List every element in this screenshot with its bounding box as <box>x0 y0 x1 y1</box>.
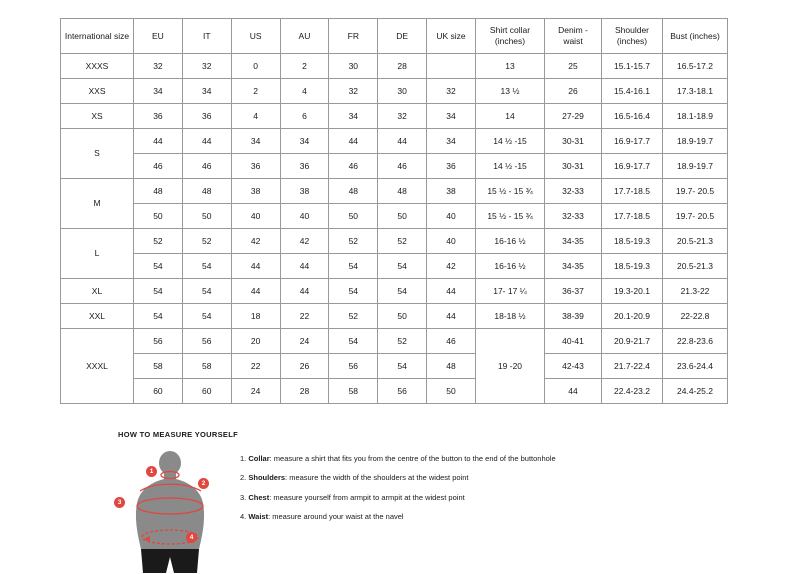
cell-value: 54 <box>134 304 183 329</box>
cell-value: 20.1-20.9 <box>602 304 663 329</box>
cell-value: 0 <box>231 54 280 79</box>
cell-value: 18-18 ½ <box>476 304 545 329</box>
cell-value: 32-33 <box>545 179 602 204</box>
cell-value: 20.5-21.3 <box>663 254 728 279</box>
measure-instruction <box>240 494 556 502</box>
torso-illustration-icon <box>118 449 228 574</box>
cell-value: 2 <box>280 54 329 79</box>
column-header-us: US <box>231 19 280 54</box>
cell-value: 48 <box>378 179 427 204</box>
cell-value: 22 <box>280 304 329 329</box>
cell-value: 52 <box>378 329 427 354</box>
cell-value: 30 <box>378 79 427 104</box>
cell-value: 17.7-18.5 <box>602 204 663 229</box>
size-chart-table <box>60 18 728 404</box>
cell-international-size: XXXS <box>61 54 134 79</box>
cell-international-size: L <box>61 229 134 279</box>
cell-value: 54 <box>182 304 231 329</box>
how-to-measure-section <box>118 430 778 574</box>
column-header-bust: Bust (inches) <box>663 19 728 54</box>
cell-value: 52 <box>134 229 183 254</box>
column-header-au: AU <box>280 19 329 54</box>
cell-value: 2 <box>231 79 280 104</box>
cell-value: 58 <box>182 354 231 379</box>
cell-value: 32 <box>182 54 231 79</box>
cell-value: 32 <box>134 54 183 79</box>
cell-value: 34 <box>182 79 231 104</box>
cell-value: 48 <box>329 179 378 204</box>
cell-value: 44 <box>134 129 183 154</box>
table-body <box>61 54 728 404</box>
cell-value: 48 <box>134 179 183 204</box>
cell-value: 15 ½ - 15 ¾ <box>476 204 545 229</box>
cell-value: 52 <box>329 304 378 329</box>
cell-international-size: XXL <box>61 304 134 329</box>
column-header-denim-waist: Denim - waist <box>545 19 602 54</box>
cell-value: 16-16 ½ <box>476 254 545 279</box>
cell-value: 13 <box>476 54 545 79</box>
cell-value: 48 <box>182 179 231 204</box>
cell-international-size: XXXL <box>61 329 134 404</box>
measure-instructions-list <box>240 449 556 532</box>
table-row <box>61 179 728 204</box>
cell-value: 19.7- 20.5 <box>663 204 728 229</box>
cell-value: 46 <box>134 154 183 179</box>
cell-value: 36 <box>231 154 280 179</box>
cell-value: 54 <box>329 329 378 354</box>
cell-value: 26 <box>280 354 329 379</box>
cell-value: 36-37 <box>545 279 602 304</box>
cell-value: 22 <box>231 354 280 379</box>
cell-value: 32 <box>378 104 427 129</box>
cell-value: 34 <box>231 129 280 154</box>
cell-value: 24 <box>231 379 280 404</box>
cell-value: 16.5-16.4 <box>602 104 663 129</box>
cell-value: 20.5-21.3 <box>663 229 728 254</box>
cell-value: 14 ½ -15 <box>476 154 545 179</box>
badge-shoulders: 2 <box>198 478 209 489</box>
table-row <box>61 129 728 154</box>
measure-instruction-text: : measure around your waist at the navel <box>268 511 404 521</box>
cell-value: 42 <box>231 229 280 254</box>
column-header-fr: FR <box>329 19 378 54</box>
cell-value: 34-35 <box>545 254 602 279</box>
column-header-de: DE <box>378 19 427 54</box>
cell-value: 34 <box>280 129 329 154</box>
measure-instruction <box>240 455 556 463</box>
cell-value: 14 ½ -15 <box>476 129 545 154</box>
cell-value: 21.3-22 <box>663 279 728 304</box>
cell-value: 30-31 <box>545 129 602 154</box>
measure-instruction-text: : measure a shirt that fits you from the centre of the button to the end of the buttonhole <box>269 454 556 463</box>
cell-value: 42-43 <box>545 354 602 379</box>
badge-collar: 1 <box>146 466 157 477</box>
cell-value: 44 <box>378 129 427 154</box>
cell-value: 15.4-16.1 <box>602 79 663 104</box>
cell-value: 54 <box>378 254 427 279</box>
table-row <box>61 254 728 279</box>
cell-value: 54 <box>378 279 427 304</box>
cell-value: 50 <box>134 204 183 229</box>
cell-value: 46 <box>329 154 378 179</box>
cell-value: 54 <box>329 254 378 279</box>
badge-waist: 4 <box>186 532 197 543</box>
table-row <box>61 329 728 354</box>
column-header-uk-size: UK size <box>427 19 476 54</box>
cell-value: 38 <box>280 179 329 204</box>
column-header-shoulder: Shoulder (inches) <box>602 19 663 54</box>
cell-value: 23.6-24.4 <box>663 354 728 379</box>
cell-value: 44 <box>231 254 280 279</box>
measure-instruction-label: Waist <box>248 511 269 521</box>
cell-international-size: XL <box>61 279 134 304</box>
cell-value: 56 <box>134 329 183 354</box>
measure-instruction-label: Shoulders <box>248 473 286 483</box>
measure-instruction-number: 2. <box>240 473 247 483</box>
cell-value: 36 <box>134 104 183 129</box>
cell-value: 58 <box>329 379 378 404</box>
measure-instruction-number: 3. <box>240 492 247 502</box>
cell-value: 36 <box>280 154 329 179</box>
cell-value: 38 <box>231 179 280 204</box>
column-header-international-size: International size <box>61 19 134 54</box>
cell-value: 21.7-22.4 <box>602 354 663 379</box>
cell-international-size: M <box>61 179 134 229</box>
cell-value: 34-35 <box>545 229 602 254</box>
cell-value: 28 <box>280 379 329 404</box>
cell-value: 40 <box>280 204 329 229</box>
cell-value: 54 <box>134 254 183 279</box>
cell-value: 22-22.8 <box>663 304 728 329</box>
table-header <box>61 19 728 54</box>
cell-value: 44 <box>427 279 476 304</box>
cell-value: 18.5-19.3 <box>602 254 663 279</box>
cell-value: 18.1-18.9 <box>663 104 728 129</box>
cell-international-size: XXS <box>61 79 134 104</box>
cell-value: 36 <box>182 104 231 129</box>
cell-value: 4 <box>280 79 329 104</box>
cell-value: 46 <box>427 329 476 354</box>
cell-value: 54 <box>134 279 183 304</box>
cell-value: 24 <box>280 329 329 354</box>
cell-value: 52 <box>329 229 378 254</box>
cell-value: 50 <box>378 304 427 329</box>
cell-value: 32 <box>329 79 378 104</box>
cell-value: 25 <box>545 54 602 79</box>
cell-value: 34 <box>329 104 378 129</box>
cell-value: 44 <box>545 379 602 404</box>
cell-value: 16.5-17.2 <box>663 54 728 79</box>
cell-value: 52 <box>182 229 231 254</box>
cell-value: 32 <box>427 79 476 104</box>
cell-value: 46 <box>378 154 427 179</box>
cell-value: 16.9-17.7 <box>602 129 663 154</box>
cell-value: 46 <box>182 154 231 179</box>
table-row <box>61 279 728 304</box>
table-row <box>61 229 728 254</box>
cell-value: 19.3-20.1 <box>602 279 663 304</box>
cell-value: 28 <box>378 54 427 79</box>
table-row <box>61 154 728 179</box>
cell-value: 32-33 <box>545 204 602 229</box>
cell-value: 24.4-25.2 <box>663 379 728 404</box>
cell-value: 26 <box>545 79 602 104</box>
cell-value: 56 <box>182 329 231 354</box>
cell-international-size: XS <box>61 104 134 129</box>
cell-value: 50 <box>427 379 476 404</box>
cell-value: 40 <box>427 229 476 254</box>
how-to-measure-body <box>118 449 778 574</box>
cell-value: 56 <box>329 354 378 379</box>
cell-value: 40-41 <box>545 329 602 354</box>
cell-value: 18.9-19.7 <box>663 129 728 154</box>
column-header-shirt-collar: Shirt collar (inches) <box>476 19 545 54</box>
cell-value: 16-16 ½ <box>476 229 545 254</box>
badge-chest: 3 <box>114 497 125 508</box>
cell-value: 54 <box>329 279 378 304</box>
table-row <box>61 304 728 329</box>
cell-value: 34 <box>427 129 476 154</box>
cell-value: 42 <box>280 229 329 254</box>
cell-value: 18.9-19.7 <box>663 154 728 179</box>
body-figure <box>118 449 228 574</box>
cell-value: 22.4-23.2 <box>602 379 663 404</box>
cell-value: 27-29 <box>545 104 602 129</box>
cell-value: 48 <box>427 354 476 379</box>
measure-instruction-label: Chest <box>248 492 270 502</box>
table-row <box>61 54 728 79</box>
measure-instruction-text: : measure yourself from armpit to armpit at the widest point <box>269 492 465 502</box>
column-header-it: IT <box>182 19 231 54</box>
cell-value: 50 <box>182 204 231 229</box>
cell-value: 40 <box>231 204 280 229</box>
measure-instruction-label: Collar <box>248 454 270 463</box>
measure-instruction-number: 4. <box>240 511 247 521</box>
cell-value: 40 <box>427 204 476 229</box>
cell-value: 22.8-23.6 <box>663 329 728 354</box>
cell-value: 17- 17 ¼ <box>476 279 545 304</box>
cell-value: 18 <box>231 304 280 329</box>
table-row <box>61 104 728 129</box>
table-row <box>61 79 728 104</box>
cell-value: 54 <box>182 254 231 279</box>
table-header-row <box>61 19 728 54</box>
cell-value: 44 <box>280 254 329 279</box>
measure-instruction <box>240 474 556 482</box>
cell-value: 50 <box>329 204 378 229</box>
cell-value: 50 <box>378 204 427 229</box>
cell-value: 34 <box>427 104 476 129</box>
cell-value: 20 <box>231 329 280 354</box>
measure-instruction-text: : measure the width of the shoulders at the widest point <box>285 473 469 483</box>
how-to-measure-title: HOW TO MEASURE YOURSELF <box>118 430 238 439</box>
cell-value: 16.9-17.7 <box>602 154 663 179</box>
cell-value <box>427 54 476 79</box>
cell-value: 44 <box>427 304 476 329</box>
cell-value: 18.5-19.3 <box>602 229 663 254</box>
cell-value: 60 <box>134 379 183 404</box>
cell-value: 17.7-18.5 <box>602 179 663 204</box>
cell-value: 15 ½ - 15 ¾ <box>476 179 545 204</box>
cell-value: 44 <box>231 279 280 304</box>
cell-value: 54 <box>182 279 231 304</box>
cell-value: 60 <box>182 379 231 404</box>
measure-instruction-number: 1. <box>240 454 247 463</box>
cell-value: 19.7- 20.5 <box>663 179 728 204</box>
cell-value: 44 <box>182 129 231 154</box>
column-header-eu: EU <box>134 19 183 54</box>
cell-value: 38-39 <box>545 304 602 329</box>
cell-value: 20.9-21.7 <box>602 329 663 354</box>
cell-value: 4 <box>231 104 280 129</box>
measure-instruction <box>240 513 556 521</box>
cell-international-size: S <box>61 129 134 179</box>
cell-value: 54 <box>378 354 427 379</box>
cell-value: 34 <box>134 79 183 104</box>
cell-value: 15.1-15.7 <box>602 54 663 79</box>
cell-value: 19 -20 <box>476 329 545 404</box>
table-row <box>61 354 728 379</box>
cell-value: 44 <box>329 129 378 154</box>
cell-value: 38 <box>427 179 476 204</box>
cell-value: 36 <box>427 154 476 179</box>
cell-value: 42 <box>427 254 476 279</box>
table-row <box>61 204 728 229</box>
cell-value: 13 ½ <box>476 79 545 104</box>
cell-value: 14 <box>476 104 545 129</box>
cell-value: 30-31 <box>545 154 602 179</box>
cell-value: 30 <box>329 54 378 79</box>
cell-value: 44 <box>280 279 329 304</box>
cell-value: 17.3-18.1 <box>663 79 728 104</box>
cell-value: 58 <box>134 354 183 379</box>
table-row <box>61 379 728 404</box>
cell-value: 52 <box>378 229 427 254</box>
cell-value: 6 <box>280 104 329 129</box>
cell-value: 56 <box>378 379 427 404</box>
